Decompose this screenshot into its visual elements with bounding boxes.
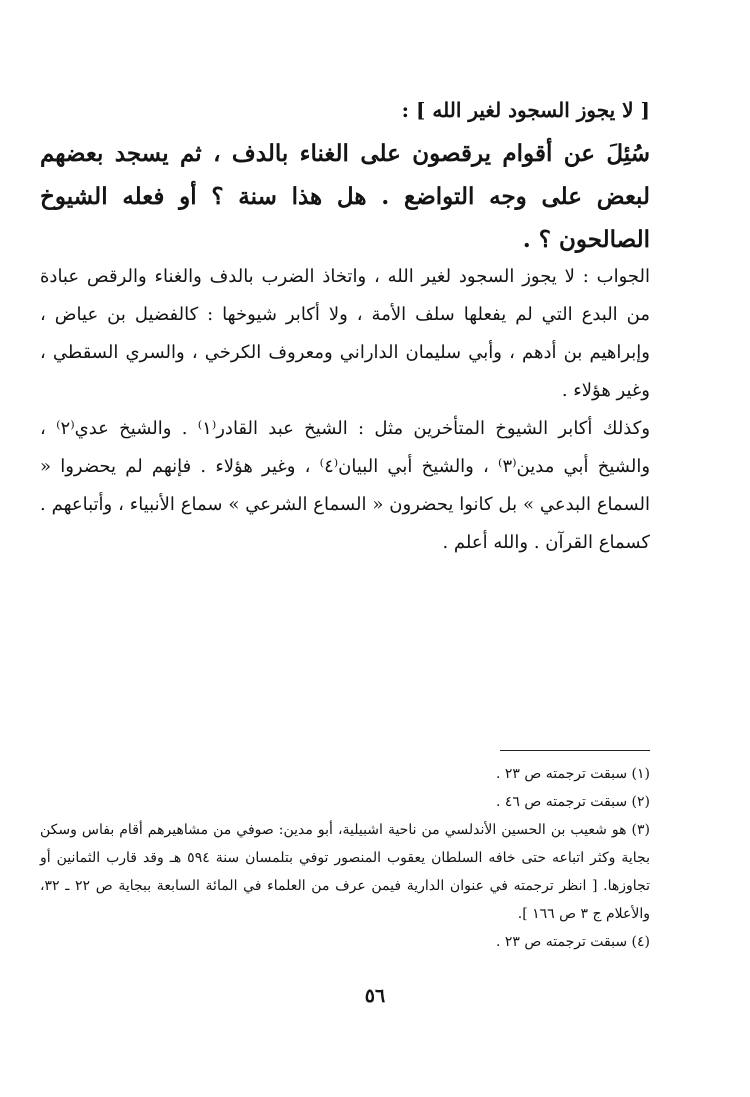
second-paragraph: وكذلك أكابر الشيوخ المتأخرين مثل : الشيخ عبد القادر⁽١⁾ . والشيخ عدي⁽٢⁾ ، والشيخ أبي مدين⁽٣⁾ ، والشيخ أبي البيان⁽٤⁾ ، وغير هؤلاء . فإنهم لم يحضروا « السماع البدعي » بل كانوا يحضرون « السماع الشرعي » سماع الأنبياء ، وأتباعهم . كسماع القرآن . والله أعلم . — [40, 418, 651, 553]
footnote-4: (٤) سبقت ترجمته ص ٢٣ . — [495, 934, 650, 950]
footnote-2: (٢) سبقت ترجمته ص ٤٦ . — [495, 794, 650, 810]
footnote-separator — [500, 750, 650, 751]
answer-paragraph: الجواب : لا يجوز السجود لغير الله ، واتخاذ الضرب بالدف والغناء والرقص عبادة من البدع التي لم يفعلها سلف الأمة ، ولا أكابر شيوخها : كالفضيل بن عياض ، وإبراهيم بن أدهم ، وأبي سليمان الداراني ومعروف الكرخي ، والسري السقطي ، وغير هؤلاء . — [40, 266, 650, 401]
section-heading: [ لا يجوز السجود لغير الله ] : — [401, 98, 650, 122]
footnote-3: (٣) هو شعيب بن الحسين الأندلسي من ناحية اشبيلية، أبو مدين: صوفي من مشاهيرهم أقام بفاس وسكن بجاية وكثر اتباعه حتى خافه السلطان يعقوب المنصور توفي بتلمسان سنة ٥٩٤ هـ وقد قارب الثمانين أو تجاوزها. [ انظر ترجمته في عنوان الدارية فيمن عرف من العلماء في المائة السابعة ببجاية ص ٢٢ ـ ٣٢، والأعلام ج ٣ ص ١٦٦ ]. — [40, 822, 650, 922]
page-number: ٥٦ — [364, 985, 386, 1007]
question-paragraph: سُئِلَ عن أقوام يرقصون على الغناء بالدف ، ثم يسجد بعضهم لبعض على وجه التواضع . هل هذا سنة ؟ أو فعله الشيوخ الصالحون ؟ . — [40, 140, 650, 253]
footnotes — [40, 760, 650, 956]
footnote-1: (١) سبقت ترجمته ص ٢٣ . — [495, 766, 650, 782]
